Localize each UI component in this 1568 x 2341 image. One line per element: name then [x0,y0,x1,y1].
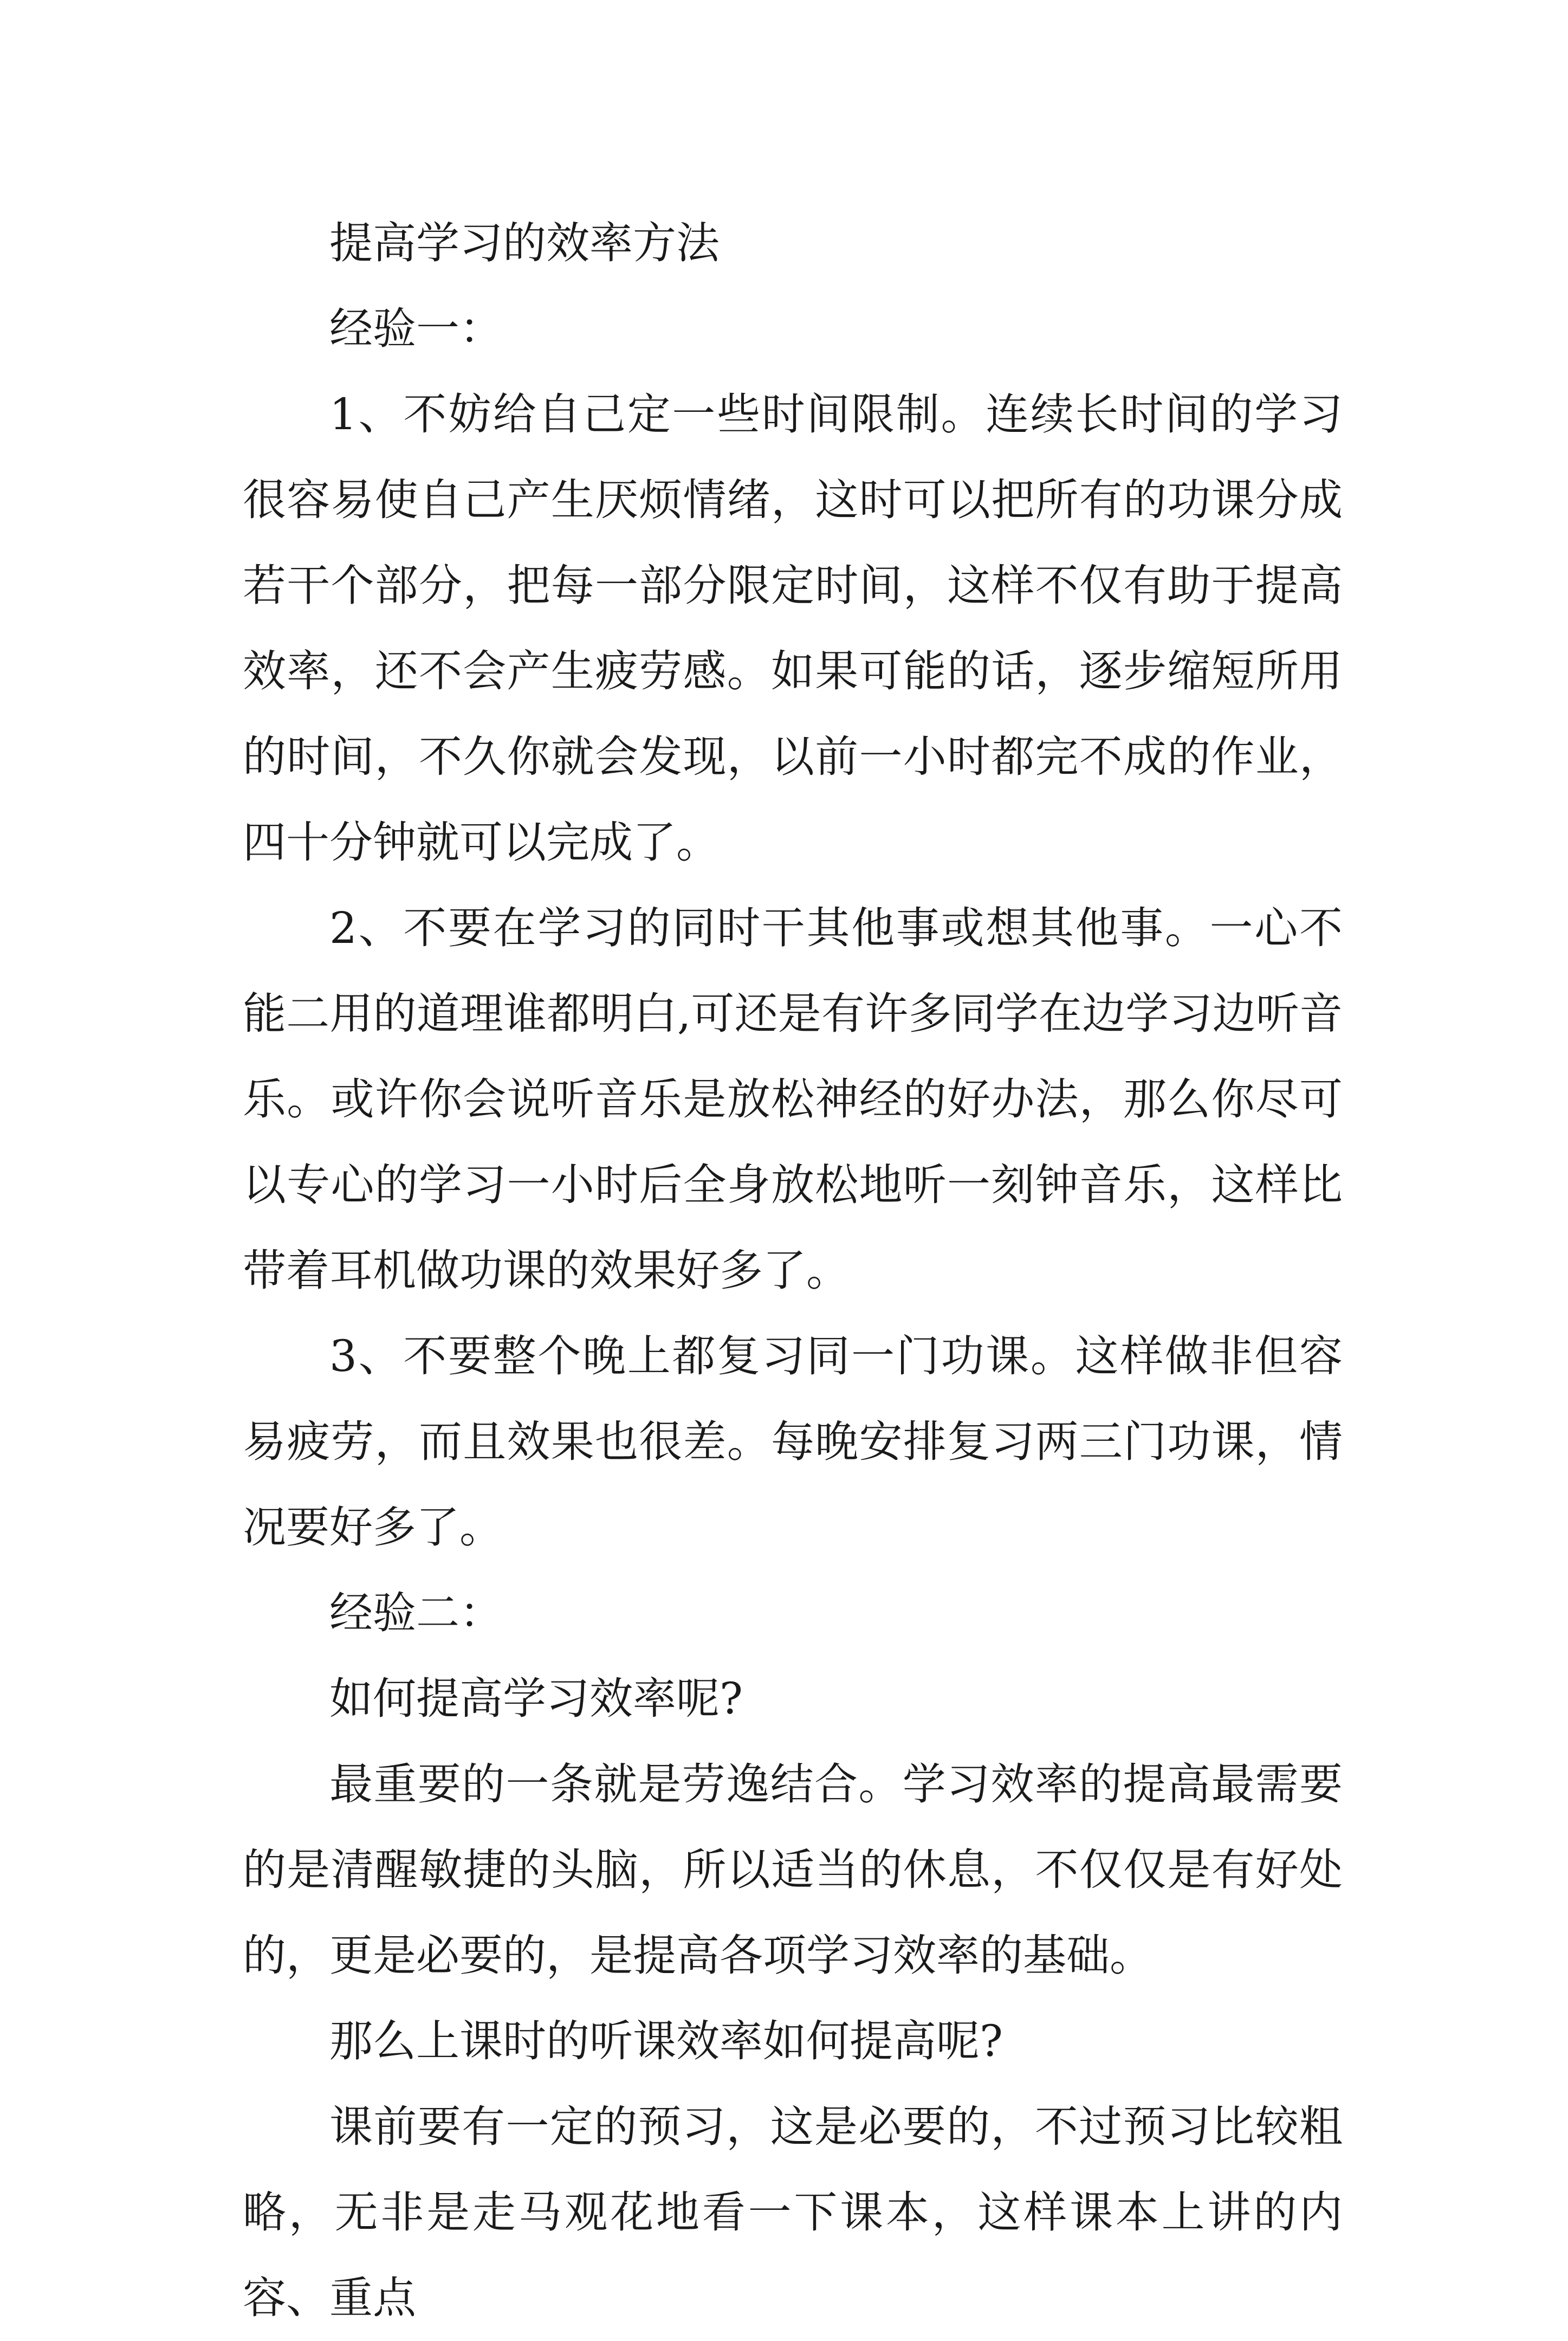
paragraph-answer-2: 课前要有一定的预习，这是必要的，不过预习比较粗略，无非是走马观花地看一下课本，这样课本上讲的内容、重点 [243,2101,1343,2323]
document-body [243,201,1343,2341]
paragraph-experience-one-heading: 经验一： [329,303,503,354]
paragraph-answer-1: 最重要的一条就是劳逸结合。学习效率的提高最需要的是清醒敏捷的头脑，所以适当的休息，不仅仅是有好处的，更是必要的，是提高各项学习效率的基础。 [243,1759,1343,1981]
paragraph-tip-3: 3、不要整个晚上都复习同一门功课。这样做非但容易疲劳，而且效果也很差。每晚安排复习两三门功课，情况要好多了。 [243,1331,1343,1553]
paragraph-tip-2: 2、不要在学习的同时干其他事或想其他事。一心不能二用的道理谁都明白,可还是有许多同学在边学习边听音乐。或许你会说听音乐是放松神经的好办法，那么你尽可以专心的学习一小时后全身放松地听一刻钟音乐，这样比带着耳机做功课的效果好多了。 [243,903,1343,1296]
document-title: 提高学习的效率方法 [329,218,720,268]
paragraph-experience-two-heading: 经验二： [329,1588,503,1638]
paragraph-tip-1: 1、不妨给自己定一些时间限制。连续长时间的学习很容易使自己产生厌烦情绪，这时可以把所有的功课分成若干个部分，把每一部分限定时间，这样不仅有助于提高效率，还不会产生疲劳感。如果可能的话，逐步缩短所用的时间，不久你就会发现，以前一小时都完不成的作业，四十分钟就可以完成了。 [243,389,1343,868]
paragraph-question-1: 如何提高学习效率呢? [329,1673,743,1724]
paragraph-question-2: 那么上课时的听课效率如何提高呢? [329,2016,1003,2066]
